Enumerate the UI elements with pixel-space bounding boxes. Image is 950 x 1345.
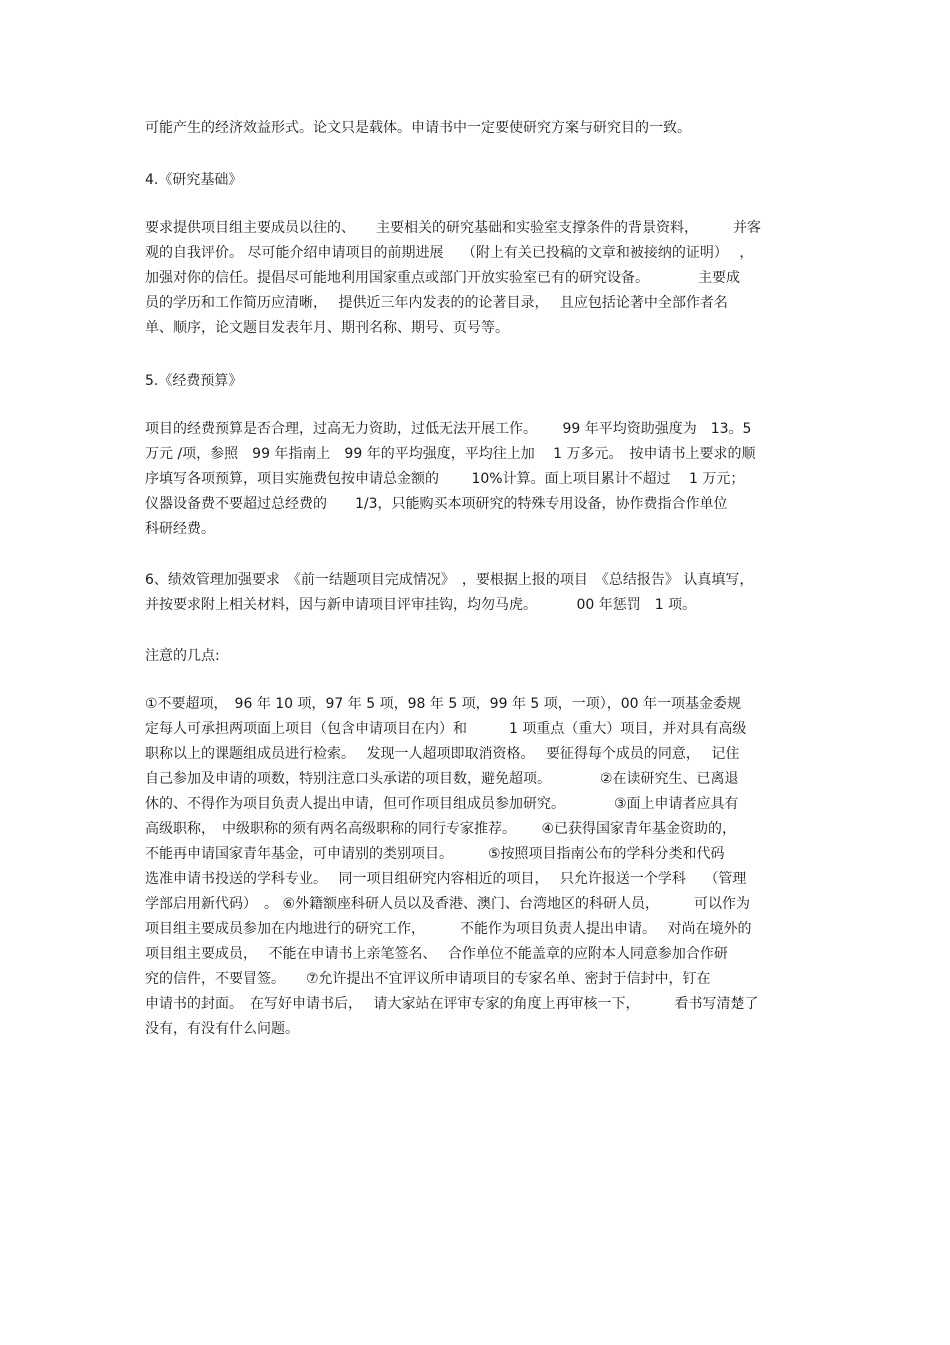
section-4-heading: 4.《研究基础》 xyxy=(145,172,243,188)
notes-line: 项目组主要成员， 不能在申请书上亲笔签名、 合作单位不能盖章的应附本人同意参加合作研 xyxy=(145,946,728,962)
notes-heading: 注意的几点: xyxy=(145,648,220,664)
notes-line: 自己参加及申请的项数，特别注意口头承诺的项目数，避免超项。 ②在读研究生、已离退 xyxy=(145,771,739,787)
notes-line: ①不要超项， 96 年 10 项，97 年 5 项，98 年 5 项，99 年 5 项，一项），00 年一项基金委规 xyxy=(145,696,742,712)
section-4-line: 加强对你的信任。提倡尽可能地利用国家重点或部门开放实验室已有的研究设备。 主要成 xyxy=(145,270,740,286)
notes-line: 学部启用新代码） 。 ⑥外籍额座科研人员以及香港、澳门、台湾地区的科研人员， 可以作为 xyxy=(145,896,750,912)
section-5-line: 仪器设备费不要超过总经费的 1/3，只能购买本项研究的特殊专用设备，协作费指合作单位 xyxy=(145,496,728,512)
section-4-line: 要求提供项目组主要成员以往的、 主要相关的研究基础和实验室支撑条件的背景资料， 并客 xyxy=(145,220,761,236)
notes-line: 项目组主要成员参加在内地进行的研究工作， 不能作为项目负责人提出申请。 对尚在境外的 xyxy=(145,921,752,937)
section-5-line: 科研经费。 xyxy=(145,521,215,537)
section-5-heading: 5.《经费预算》 xyxy=(145,373,243,389)
notes-line: 选准申请书投送的学科专业。 同一项目组研究内容相近的项目， 只允许报送一个学科 （管理 xyxy=(145,871,747,887)
notes-line: 没有，有没有什么问题。 xyxy=(145,1021,299,1037)
notes-line: 不能再申请国家青年基金，可申请别的类别项目。 ⑤按照项目指南公布的学科分类和代码 xyxy=(145,846,725,862)
notes-line: 休的、不得作为项目负责人提出申请，但可作项目组成员参加研究。 ③面上申请者应具有 xyxy=(145,796,739,812)
intro-line: 可能产生的经济效益形式。论文只是载体。申请书中一定要使研究方案与研究目的一致。 xyxy=(145,120,691,136)
notes-line: 申请书的封面。 在写好申请书后， 请大家站在评审专家的角度上再审核一下， 看书写清楚了 xyxy=(145,996,759,1012)
section-6-line: 6、绩效管理加强要求 《前一结题项目完成情况》 ，要根据上报的项目 《总结报告》 认真填写， xyxy=(145,572,754,588)
notes-line: 定每人可承担两项面上项目（包含申请项目在内）和 1 项重点（重大）项目，并对具有高级 xyxy=(145,721,747,737)
notes-line: 高级职称， 中级职称的须有两名高级职称的同行专家推荐。 ④已获得国家青年基金资助的， xyxy=(145,821,736,837)
section-5-line: 万元 /项，参照 99 年指南上 99 年的平均强度，平均往上加 1 万多元。 按申请书上要求的顺 xyxy=(145,446,756,462)
notes-line: 究的信件，不要冒签。 ⑦允许提出不宜评议所申请项目的专家名单、密封于信封中，钉在 xyxy=(145,971,711,987)
notes-line: 职称以上的课题组成员进行检索。 发现一人超项即取消资格。 要征得每个成员的同意， 记住 xyxy=(145,746,740,762)
section-4-line: 单、顺序，论文题目发表年月、期刊名称、期号、页号等。 xyxy=(145,320,509,336)
section-4-line: 观的自我评价。 尽可能介绍申请项目的前期进展 （附上有关已投稿的文章和被接纳的证明） ， xyxy=(145,245,754,261)
section-5-line: 序填写各项预算，项目实施费包按申请总金额的 10%计算。面上项目累计不超过 1 万元； xyxy=(145,471,745,487)
section-4-line: 员的学历和工作简历应清晰， 提供近三年内发表的的论著目录， 且应包括论著中全部作者名 xyxy=(145,295,728,311)
section-5-line: 项目的经费预算是否合理，过高无力资助，过低无法开展工作。 99 年平均资助强度为 13。5 xyxy=(145,421,752,437)
section-6-line: 并按要求附上相关材料，因与新申请项目评审挂钩，均勿马虎。 00 年惩罚 1 项。 xyxy=(145,597,697,613)
